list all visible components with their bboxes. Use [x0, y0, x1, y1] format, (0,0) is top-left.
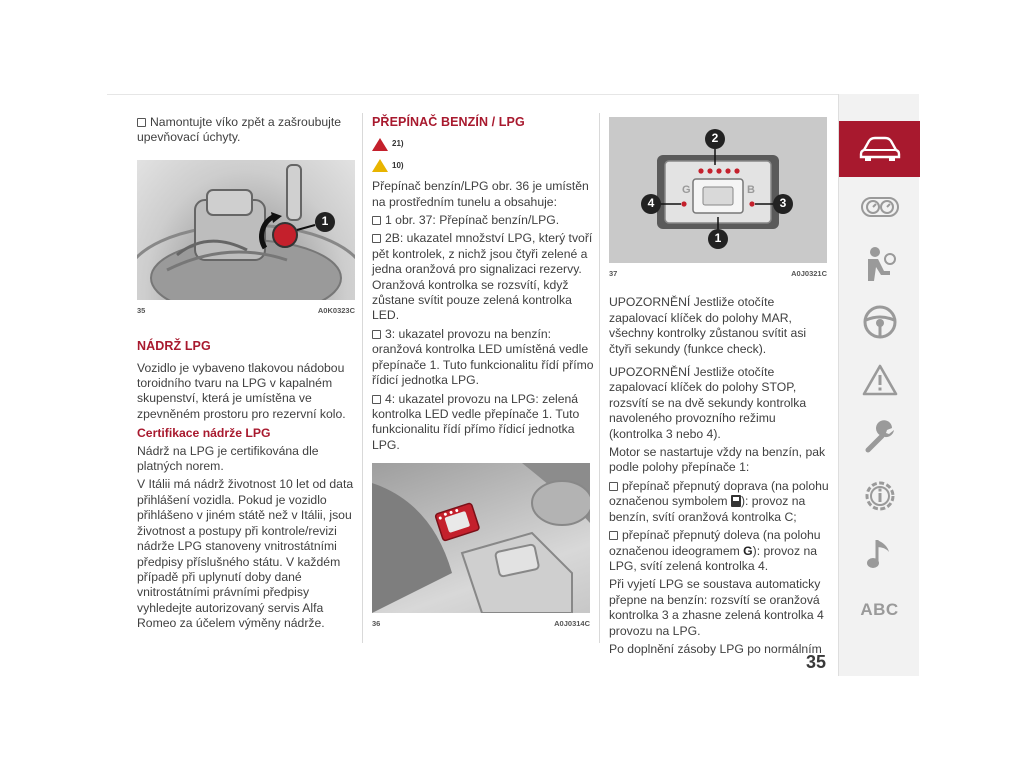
list-item-text: přepínač přepnutý doprava (na polohu označenou symbolem	[609, 478, 829, 509]
sidebar-item-safety[interactable]	[839, 236, 920, 292]
sidebar-item-starting[interactable]	[839, 294, 920, 350]
list-item	[372, 327, 594, 389]
sidebar-item-multimedia[interactable]	[839, 526, 920, 582]
list-item	[372, 392, 594, 454]
figure-caption	[372, 616, 590, 631]
figure-caption	[609, 266, 827, 281]
dashboard-gauges-icon	[860, 195, 900, 219]
bullet-square-icon	[609, 531, 618, 540]
music-note-icon	[865, 536, 895, 572]
step-text: Namontujte víko zpět a zašroubujte upevňovací úchyty.	[137, 115, 342, 145]
fuel-pump-icon	[731, 495, 741, 507]
bullet-square-icon	[609, 482, 618, 491]
note-paragraph: UPOZORNĚNÍ Jestliže otočíte zapalovací klíček do polohy STOP, rozsvítí se na dvě sekundy kontrolka navoleného provozního režimu (kontrolka 3 nebo 4).	[609, 365, 807, 441]
figure-code: A0K0323C	[317, 305, 355, 315]
figure-37	[609, 117, 827, 263]
callout-3: 3	[773, 194, 793, 214]
list-item-text: ): provoz na benzín, svítí oranžová kontrolka C;	[609, 494, 806, 524]
caution-ref-number: 10)	[392, 160, 404, 170]
figure-36	[372, 463, 590, 613]
column-2	[372, 115, 594, 632]
warning-ref	[372, 136, 594, 151]
bullet-square-icon	[372, 234, 381, 243]
gear-info-icon	[861, 477, 899, 515]
list-item-text: ): provoz na LPG, svítí zelená kontrolka 4.	[609, 543, 817, 573]
car-icon	[859, 136, 901, 162]
figure-code: A0J0321C	[791, 269, 827, 278]
steering-wheel-icon	[862, 304, 898, 340]
sidebar-item-emergency[interactable]	[839, 352, 920, 408]
paragraph: Nádrž na LPG je certifikována dle platných norem.	[137, 443, 319, 474]
callout-1: 1	[315, 212, 335, 232]
paragraph: Při vyjetí LPG se soustava automaticky přepne na benzín: rozsvítí se oranžová kontrolka 3 a zhasne zelená kontrolka 4 provozu na LPG.	[609, 577, 824, 638]
subsection-title: Certifikace nádrže LPG	[137, 426, 271, 441]
column-3	[609, 117, 831, 660]
top-rule	[107, 94, 918, 95]
figure-caption	[137, 303, 355, 318]
callout-1: 1	[708, 229, 728, 249]
figure-label-b: B	[747, 184, 755, 196]
bullet-square-icon	[372, 216, 381, 225]
sidebar-item-vehicle[interactable]	[839, 121, 920, 177]
sidebar-item-instruments[interactable]	[839, 179, 920, 235]
list-item	[609, 528, 831, 574]
paragraph: Po doplnění zásoby LPG po normálním	[609, 641, 822, 656]
danger-triangle-icon	[372, 138, 388, 151]
list-item-text: 4: ukazatel provozu na LPG: zelená kontrolka LED vedle přepínače 1. Tuto funkcionalitu řídí přímo řídicí jednotka LPG.	[372, 391, 580, 452]
chapter-sidebar	[838, 94, 919, 676]
sidebar-item-technical-data[interactable]	[839, 468, 920, 524]
list-item-text: 1 obr. 37: Přepínač benzín/LPG.	[385, 213, 560, 228]
warning-ref-number: 21)	[392, 139, 404, 149]
bullet-square-icon	[372, 330, 381, 339]
list-item	[372, 213, 594, 228]
section-title: NÁDRŽ LPG	[137, 339, 211, 354]
bullet-square-icon	[372, 395, 381, 404]
column-separator	[599, 113, 600, 643]
column-1	[137, 115, 359, 635]
section-title: PŘEPÍNAČ BENZÍN / LPG	[372, 115, 525, 129]
warning-triangle-icon	[862, 363, 898, 397]
figure-number: 36	[372, 619, 381, 629]
page-number: 35	[806, 652, 827, 672]
wrench-icon	[862, 420, 898, 456]
list-item	[372, 231, 594, 323]
paragraph: V Itálii má nádrž životnost 10 let od data přihlášení vozidla. Pokud je vozidlo přihlášeno v jiném státě než v Itálii, jsou životnost a postupy při kontrole/revizi nádrže LPG stanoveny vnitrostátními předpisy příslušného státu. V každém případě při uplynutí doby dané vnitrostátními právními předpisy vyhledejte autorizovaný servis Alfa Romeo za účelem výměny nádrže.	[137, 477, 354, 631]
note-paragraph: UPOZORNĚNÍ Jestliže otočíte zapalovací klíček do polohy MAR, všechny kontrolky zůstanou svítit asi čtyři sekundy (funkce check).	[609, 295, 807, 356]
figure-35	[137, 160, 355, 300]
caution-triangle-icon	[372, 159, 388, 172]
figure-label-g: G	[682, 184, 691, 196]
figure-code: A0J0314C	[554, 619, 590, 629]
list-item-text: 2B: ukazatel množství LPG, který tvoří pět kontrolek, z nichž jsou čtyři zelené a jedna oranžová pro signalizaci rezervy. Oranžová kontrolka se rozsvítí, když zůstane svítit pouze zelená kontrolka LED.	[372, 231, 593, 323]
figure-number: 37	[609, 269, 618, 278]
step-item	[137, 115, 359, 146]
list-item-text: přepínač přepnutý doleva (na polohu označenou ideogramem	[609, 528, 821, 558]
bullet-square-icon	[137, 118, 146, 127]
sidebar-item-index[interactable]	[839, 582, 920, 638]
paragraph: Motor se nastartuje vždy na benzín, pak podle polohy přepínače 1:	[609, 445, 826, 475]
column-separator	[362, 113, 363, 643]
figure-number: 35	[137, 305, 146, 315]
callout-4: 4	[641, 194, 661, 214]
callout-2: 2	[705, 129, 725, 149]
caution-ref	[372, 158, 594, 173]
paragraph: Vozidlo je vybaveno tlakovou nádobou toroidního tvaru na LPG v kapalném skupenství, která je umístěna ve zpevněném prostoru pro rezervní kolo.	[137, 360, 346, 421]
paragraph: Přepínač benzín/LPG obr. 36 je umístěn na prostředním tunelu a obsahuje:	[372, 179, 589, 209]
list-item-text: 3: ukazatel provozu na benzín: oranžová kontrolka LED umístěná vedle přepínače 1. Tuto funkcionalitu řídí přímo řídicí jednotka LPG.	[372, 326, 594, 388]
sidebar-item-maintenance[interactable]	[839, 410, 920, 466]
airbag-person-icon	[862, 245, 898, 283]
gas-ideogram: G	[743, 543, 753, 558]
list-item	[609, 479, 831, 525]
center-tunnel-illustration	[372, 463, 590, 613]
abc-index-label: ABC	[860, 600, 899, 619]
